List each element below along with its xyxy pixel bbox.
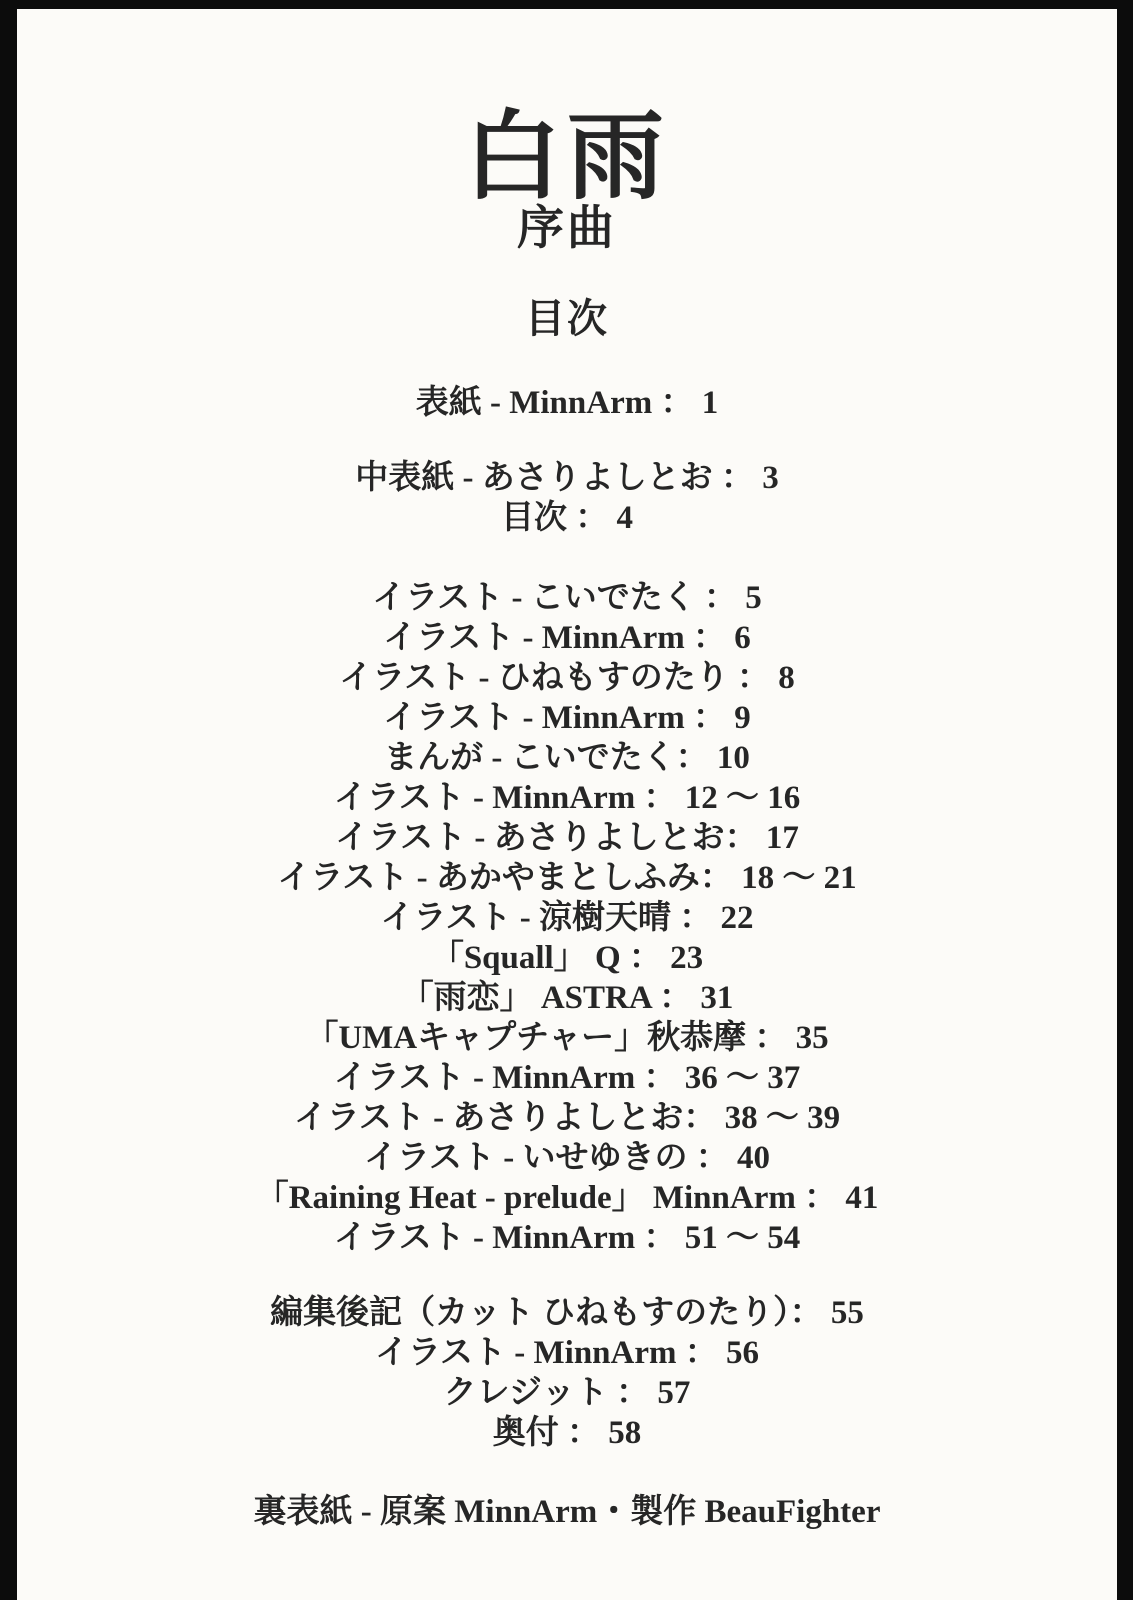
paper-sheet [17, 9, 1117, 1600]
toc-entry-squall-23: 「Squall」 Q ： 23 [430, 940, 704, 976]
toc-entry-contents: 目次 ： 4 [501, 500, 633, 536]
toc-entry-afterword-55: 編集後記（カット ひねもすのたり）： 55 [270, 1295, 864, 1331]
toc-entry-illust-38-39: イラスト - あさりよしとお： 38 ～ 39 [293, 1100, 841, 1136]
toc-entry-uma-capture-35: 「UMAキャプチャー」秋恭摩 ： 35 [305, 1020, 829, 1056]
book-subtitle: 序曲 [517, 203, 617, 255]
toc-entry-illust-22: イラスト - 涼樹天晴 ： 22 [380, 900, 754, 936]
toc-entry-raining-heat-41: 「Raining Heat - prelude」 MinnArm ： 41 [255, 1180, 879, 1216]
toc-entry-illust-40: イラスト - いせゆきの ： 40 [364, 1140, 770, 1176]
toc-entry-illust-5: イラスト - こいでたく ： 5 [372, 580, 762, 616]
toc-entry-illust-51-54: イラスト - MinnArm ： 51 ～ 54 [333, 1220, 801, 1256]
toc-entry-list [17, 383, 1117, 1532]
toc-entry-illust-17: イラスト - あさりよしとお： 17 [335, 820, 799, 856]
toc-entry-back-cover: 裏表紙 - 原案 MinnArm・製作 BeauFighter [253, 1494, 881, 1530]
toc-content [17, 9, 1117, 1532]
toc-entry-illust-8: イラスト - ひねもすのたり ： 8 [339, 660, 795, 696]
toc-entry-credits-57: クレジット ： 57 [443, 1375, 691, 1411]
toc-entry-cover: 表紙 - MinnArm ： 1 [415, 385, 719, 421]
book-title: 白雨 [464, 104, 670, 211]
toc-entry-illust-18-21: イラスト - あかやまとしふみ： 18 ～ 21 [277, 860, 857, 896]
toc-entry-inner-cover: 中表紙 - あさりよしとお ： 3 [355, 460, 779, 496]
toc-entry-illust-9: イラスト - MinnArm ： 9 [383, 700, 751, 736]
toc-entry-manga-10: まんが - こいでたく： 10 [384, 740, 750, 776]
toc-entry-illust-6: イラスト - MinnArm ： 6 [383, 620, 751, 656]
toc-entry-illust-36-37: イラスト - MinnArm ： 36 ～ 37 [333, 1060, 801, 1096]
toc-entry-amekoi-31: 「雨恋」 ASTRA ： 31 [400, 980, 734, 1016]
toc-entry-illust-12-16: イラスト - MinnArm ： 12 ～ 16 [333, 780, 801, 816]
toc-entry-colophon-58: 奥付 ： 58 [492, 1415, 642, 1451]
toc-entry-illust-56: イラスト - MinnArm ： 56 [375, 1335, 759, 1371]
toc-heading: 目次 [525, 296, 609, 341]
